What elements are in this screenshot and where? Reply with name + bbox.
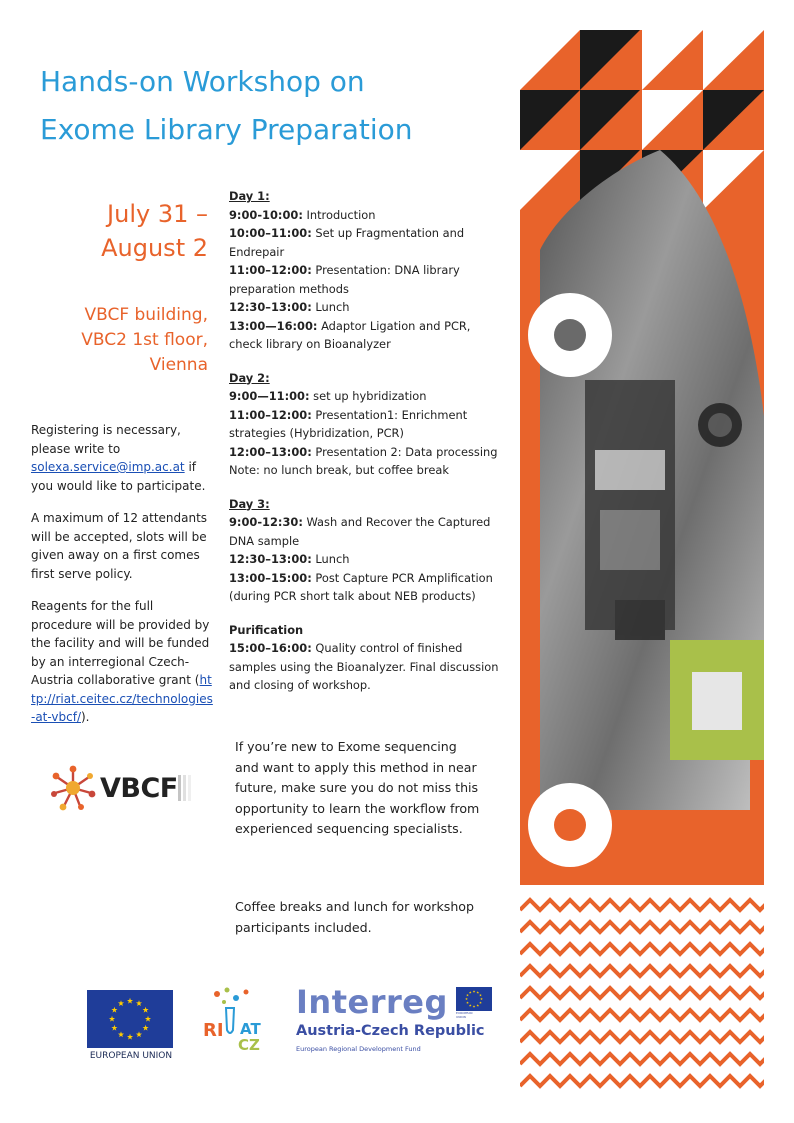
vbcf-fade-mark: [178, 773, 192, 803]
registration-info: [31, 421, 216, 741]
purification-heading: Purification: [229, 622, 304, 637]
page-title: [40, 58, 510, 154]
title-line-2: Exome Library Preparation: [40, 113, 413, 146]
venue-line-2: VBC2 1st floor,: [81, 330, 208, 350]
day2-note: Note: no lunch break, but coffee break: [229, 463, 449, 477]
schedule-time: 13:00–15:00:: [229, 570, 312, 585]
schedule-item: [229, 261, 504, 298]
riat-cz-text: CZ: [238, 1036, 260, 1054]
day1-block: [229, 187, 504, 354]
schedule-time: 15:00–16:00:: [229, 641, 312, 655]
schedule-time: 13:00—16:00:: [229, 318, 318, 333]
schedule-item: [229, 206, 504, 225]
vbcf-logo: [50, 765, 192, 811]
venue-line-1: VBCF building,: [84, 305, 208, 325]
schedule-time: 11:00–12:00:: [229, 407, 312, 422]
day3-note: (during PCR short talk about NEB products): [229, 589, 476, 603]
schedule-item: [229, 406, 504, 443]
schedule-time: 12:30–13:00:: [229, 552, 312, 566]
registration-text: Registering is necessary, please write to: [31, 423, 181, 456]
schedule-activity: Adaptor Ligation and PCR, check library on Bioanalyzer: [229, 318, 471, 351]
event-venue: [30, 303, 208, 378]
coffee-note: Coffee breaks and lunch for workshop participants included.: [235, 899, 474, 935]
date-line-2: August 2: [101, 234, 208, 262]
day3-block: [229, 495, 504, 606]
funding-text: Reagents for the full procedure will be provided by the facility and will be funded by an interregional Czech-Austria collaborative grant (: [31, 599, 210, 687]
eu-caption: EUROPEAN UNION: [89, 1051, 173, 1061]
registration-text-end: if you would like to participate.: [31, 460, 206, 493]
schedule-activity: Lunch: [311, 300, 350, 314]
schedule-activity: Quality control of finished samples using the Bioanalyzer. Final discussion and closing of workshop.: [229, 641, 499, 692]
funding-paragraph: [31, 597, 216, 727]
schedule-item: [229, 298, 504, 317]
schedule-activity: Set up Fragmentation and Endrepair: [229, 226, 465, 259]
day2-block: [229, 369, 504, 480]
schedule-item: [229, 387, 504, 406]
schedule-item: [229, 639, 504, 695]
schedule-item: [229, 317, 504, 354]
schedule-activity: Presentation 2: Data processing: [311, 444, 498, 459]
vbcf-wordmark: VBCF: [100, 772, 178, 804]
day1-heading: Day 1:: [229, 189, 270, 203]
interreg-program: Austria-Czech Republic: [296, 1023, 485, 1039]
schedule-item: [229, 569, 504, 588]
interreg-fund: European Regional Development Fund: [296, 1045, 421, 1053]
attendance-paragraph: A maximum of 12 attendants will be accepted, slots will be given away on a first comes first serve policy.: [31, 511, 208, 581]
interreg-wordmark: Interreg: [296, 983, 448, 1021]
schedule-item: [229, 443, 504, 462]
schedule-time: 12:30–13:00:: [229, 300, 312, 314]
venue-line-3: Vienna: [149, 355, 208, 375]
schedule-activity: Presentation: DNA library preparation methods: [229, 263, 460, 296]
schedule-activity: set up hybridization: [309, 389, 427, 403]
day2-heading: Day 2:: [229, 370, 270, 385]
date-line-1: July 31 –: [107, 200, 208, 228]
interreg-flag-caption: EUROPEAN UNION: [456, 1011, 473, 1019]
registration-email-link[interactable]: solexa.service@imp.ac.at: [31, 460, 185, 474]
schedule-activity: Presentation1: Enrichment strategies (Hybridization, PCR): [229, 407, 468, 440]
event-dates: [40, 197, 208, 265]
registration-paragraph: [31, 421, 216, 495]
eu-flag-icon: [87, 990, 173, 1048]
schedule-activity: Introduction: [302, 207, 376, 222]
schedule-item: [229, 550, 504, 569]
schedule-time: 11:00–12:00:: [229, 263, 312, 277]
schedule: [229, 187, 504, 710]
funding-text-end: ).: [80, 710, 90, 724]
title-line-1: Hands-on Workshop on: [40, 65, 365, 98]
vbcf-emblem-icon: [50, 765, 96, 811]
riat-at-text: AT: [240, 1020, 261, 1038]
schedule-activity: Lunch: [311, 552, 350, 566]
riat-cz-logo: [200, 984, 270, 1054]
schedule-item: [229, 513, 504, 550]
riat-r-text: RI: [203, 1020, 224, 1041]
schedule-time: 9:00—11:00:: [229, 389, 310, 403]
schedule-activity: Post Capture PCR Amplification: [311, 570, 493, 585]
purification-block: [229, 621, 504, 695]
decorative-graphic: [520, 30, 764, 1090]
schedule-time: 10:00–11:00:: [229, 226, 312, 240]
closing-message: If you’re new to Exome sequencing and want to apply this method in near future, make sure you do not miss this opportunity to learn the workflow from experienced sequencing specialists.: [235, 739, 480, 836]
schedule-time: 9:00-10:00:: [229, 207, 303, 222]
day3-heading: Day 3:: [229, 496, 270, 511]
interreg-eu-flag-icon: [456, 987, 492, 1011]
schedule-activity: Wash and Recover the Captured DNA sample: [229, 515, 491, 548]
schedule-time: 9:00-12:30:: [229, 515, 303, 529]
grant-link[interactable]: http://riat.ceitec.cz/technologies-at-vbcf/: [31, 673, 213, 724]
schedule-time: 12:00–13:00:: [229, 444, 312, 459]
schedule-item: [229, 224, 504, 261]
